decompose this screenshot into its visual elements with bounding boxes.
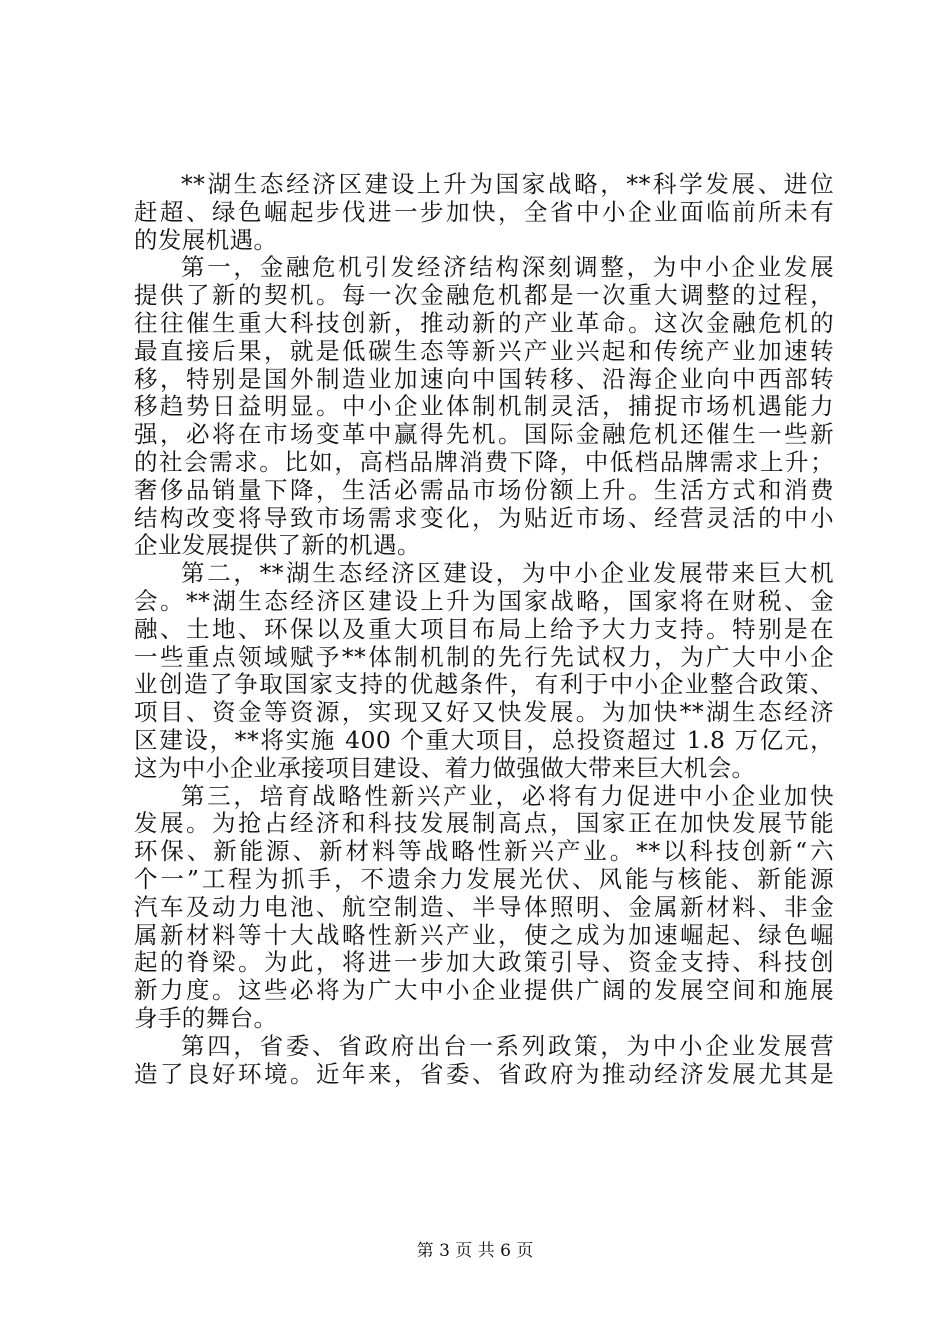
text-line: 往往催生重大科技创新，推动新的产业革命。这次金融危机的 [134, 308, 834, 337]
text-line: 移趋势日益明显。中小企业体制机制灵活，捕捉市场机遇能力 [134, 392, 834, 421]
text-line: 新力度。这些必将为广大中小企业提供广阔的发展空间和施展 [134, 976, 834, 1005]
text-line: 项目、资金等资源，实现又好又快发展。为加快**湖生态经济 [134, 698, 834, 727]
text-line: 区建设，**将实施 400 个重大项目，总投资超过 1.8 万亿元， [134, 725, 834, 754]
document-body [134, 171, 834, 1088]
text-line: 业创造了争取国家支持的优越条件，有利于中小企业整合政策、 [134, 670, 834, 699]
text-line: **湖生态经济区建设上升为国家战略，**科学发展、进位 [181, 170, 834, 198]
text-line: 第二，**湖生态经济区建设，为中小企业发展带来巨大机 [181, 559, 834, 588]
text-line: 第一，金融危机引发经济结构深刻调整，为中小企业发展 [181, 253, 834, 282]
text-line: 身手的舞台。 [134, 1003, 278, 1032]
text-line: 提供了新的契机。每一次金融危机都是一次重大调整的过程， [134, 281, 834, 310]
text-line: 个一”工程为抓手，不遗余力发展光伏、风能与核能、新能源 [134, 864, 834, 893]
text-line: 企业发展提供了新的机遇。 [134, 531, 421, 560]
text-line: 汽车及动力电池、航空制造、半导体照明、金属新材料、非金 [134, 892, 834, 921]
text-line: 融、土地、环保以及重大项目布局上给予大力支持。特别是在 [134, 614, 834, 643]
text-line: 结构改变将导致市场需求变化，为贴近市场、经营灵活的中小 [134, 503, 834, 532]
text-line: 起的脊梁。为此，将进一步加大政策引导、资金支持、科技创 [134, 948, 834, 977]
text-line: 发展。为抢占经济和科技发展制高点，国家正在加快发展节能 [134, 809, 834, 838]
text-line: 环保、新能源、新材料等战略性新兴产业。**以科技创新“六 [134, 837, 834, 866]
text-line: 移，特别是国外制造业加速向中国转移、沿海企业向中西部转 [134, 364, 834, 393]
text-line: 一些重点领域赋予**体制机制的先行先试权力，为广大中小企 [134, 642, 834, 671]
text-line: 奢侈品销量下降，生活必需品市场份额上升。生活方式和消费 [134, 475, 834, 504]
text-line: 强，必将在市场变革中赢得先机。国际金融危机还催生一些新 [134, 420, 834, 449]
text-line: 会。**湖生态经济区建设上升为国家战略，国家将在财税、金 [134, 586, 834, 615]
text-line: 的发展机遇。 [134, 225, 278, 254]
text-line: 这为中小企业承接项目建设、着力做强做大带来巨大机会。 [134, 753, 756, 782]
page-footer: 第 3 页 共 6 页 [416, 1241, 534, 1261]
text-line: 的社会需求。比如，高档品牌消费下降，中低档品牌需求上升； [134, 447, 834, 476]
text-line: 第四，省委、省政府出台一系列政策，为中小企业发展营 [181, 1031, 834, 1060]
text-line: 造了良好环境。近年来，省委、省政府为推动经济发展尤其是 [134, 1059, 834, 1088]
text-line: 最直接后果，就是低碳生态等新兴产业兴起和传统产业加速转 [134, 336, 834, 365]
text-line: 第三，培育战略性新兴产业，必将有力促进中小企业加快 [181, 781, 834, 810]
text-line: 属新材料等十大战略性新兴产业，使之成为加速崛起、绿色崛 [134, 920, 834, 949]
text-line: 赶超、绿色崛起步伐进一步加快，全省中小企业面临前所未有 [134, 197, 834, 226]
